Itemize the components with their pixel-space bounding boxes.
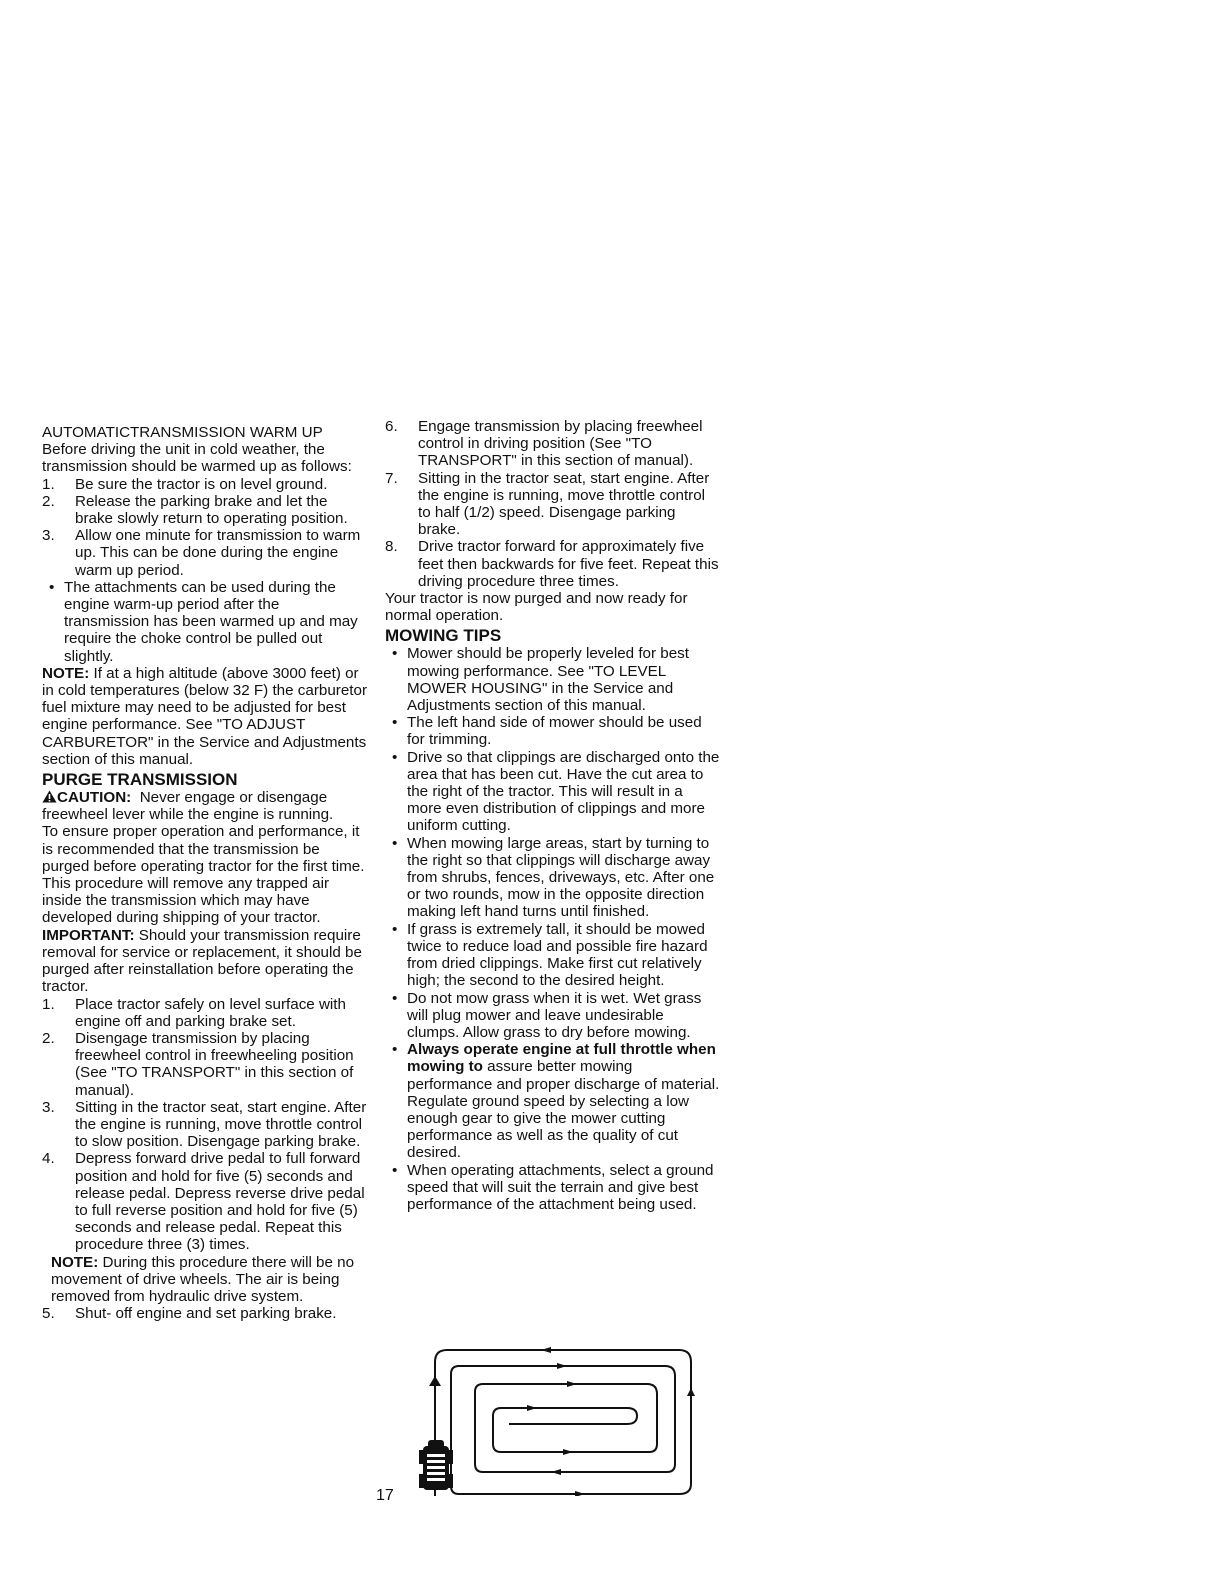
note-text: If at a high altitude (above 3000 feet) or in cold temperatures (below 32 F) the carburetor fuel mixture may need to be adjusted for best engine performance. See "TO ADJUST CARBURETOR" in the Service and Adjustments section of this manual. <box>42 664 367 768</box>
step-number: 2. <box>42 1029 55 1047</box>
bullet-dot: • <box>392 748 398 766</box>
purge-intro: To ensure proper operation and performance, it is recommended that the transmission be purged before operating tractor for the first time. This procedure will remove any trapped air inside the transmission which may have developed during shipping of your tractor. <box>42 823 365 927</box>
tip-text: Drive so that clippings are discharged onto the area that has been cut. Have the cut area to the right of the tractor. This will result in a more even distribution of clippings and more uniform cutting. <box>407 748 720 835</box>
step-text: Sitting in the tractor seat, start engine. After the engine is running, move throttle control to half (1/2) speed. Disengage parking brake. <box>418 469 710 539</box>
step-text: Be sure the tractor is on level ground. <box>75 475 328 493</box>
bullet-dot: • <box>392 645 398 663</box>
mowing-pattern-diagram <box>417 1346 713 1496</box>
purge-step <box>42 1099 367 1151</box>
direction-arrow <box>527 1405 537 1411</box>
mowing-heading: MOWING TIPS <box>385 626 502 646</box>
direction-arrow <box>687 1388 695 1396</box>
step-text: Sitting in the tractor seat, start engine. After the engine is running, move throttle control to slow position. Disengage parking brake. <box>75 1098 367 1151</box>
tip-text: The left hand side of mower should be used for trimming. <box>407 714 702 749</box>
left-column <box>42 424 367 1322</box>
bullet-dot: • <box>392 1041 398 1059</box>
step-number: 1. <box>42 995 55 1013</box>
step-text: Drive tractor forward for approximately five feet then backwards for five feet. Repeat this driving procedure three times. <box>418 538 719 590</box>
step-number: 3. <box>42 1098 55 1116</box>
step-number: 4. <box>42 1150 55 1168</box>
bullet-dot: • <box>392 714 398 732</box>
tip-text: If grass is extremely tall, it should be mowed twice to reduce load and possible fire hazard from dried clippings. Make first cut relatively high; the second to the desired height. <box>407 920 708 990</box>
bullet-dot: • <box>49 578 55 596</box>
direction-arrow <box>567 1381 577 1387</box>
direction-arrow <box>551 1469 561 1475</box>
warmup-step <box>42 476 367 493</box>
step-text: Place tractor safely on level surface with engine off and parking brake set. <box>75 995 346 1030</box>
note-text: During this procedure there will be no movement of drive wheels. The air is being removed from hydraulic drive system. <box>51 1253 355 1305</box>
step-text: Engage transmission by placing freewheel control in driving position (See "TO TRANSPORT" in this section of manual). <box>418 418 703 470</box>
tip-text: Do not mow grass when it is wet. Wet grass will plug mower and leave undesirable clumps. Allow grass to dry before mowing. <box>407 989 702 1041</box>
step-number: 8. <box>385 538 398 556</box>
purge-step <box>385 538 720 590</box>
tip-text: Mower should be properly leveled for best mowing performance. See "TO LEVEL MOWER HOUSING" in the Service and Adjustments section of this manual. <box>407 645 689 715</box>
step-text: Release the parking brake and let the brake slowly return to operating position. <box>75 492 348 528</box>
purge-step <box>42 1305 367 1322</box>
purge-step <box>42 996 367 1030</box>
mowing-path-inner <box>493 1384 657 1452</box>
mowing-tip <box>385 645 720 714</box>
warning-triangle-icon <box>42 790 57 803</box>
mowing-tip <box>385 921 720 990</box>
note-no-movement <box>42 1254 367 1306</box>
step-text: Depress forward drive pedal to full forward position and hold for five (5) seconds and release pedal. Depress reverse drive pedal to full reverse position and hold for five (5) seconds and release pedal. Repeat this procedure three (3) times. <box>75 1150 365 1254</box>
step-number: 5. <box>42 1305 55 1323</box>
important-text: Should your transmission require removal for service or replacement, it should be purged after reinstallation before operating the tractor. <box>42 926 362 996</box>
warmup-heading: AUTOMATICTRANSMISSION WARM UP <box>42 424 323 441</box>
step-number: 7. <box>385 469 398 487</box>
note-label: NOTE: <box>42 664 90 682</box>
mowing-tip <box>385 714 720 748</box>
warmup-intro: Before driving the unit in cold weather, the transmission should be warmed up as follows: <box>42 441 352 476</box>
right-column <box>385 418 720 1213</box>
purge-conclusion: Your tractor is now purged and now ready for normal operation. <box>385 590 688 625</box>
tip-text: When operating attachments, select a ground speed that will suit the terrain and give best performance of the attachment being used. <box>407 1161 714 1213</box>
tip-bold-text: Always operate engine at full throttle when mowing to <box>407 1041 716 1076</box>
mowing-tip <box>385 749 720 835</box>
mowing-tip-throttle <box>385 1041 720 1161</box>
bullet-dot: • <box>392 920 398 938</box>
note-label: NOTE: <box>51 1253 99 1271</box>
step-number: 1. <box>42 475 55 493</box>
tractor-icon <box>419 1440 453 1490</box>
purge-step <box>385 470 720 539</box>
step-number: 6. <box>385 418 398 435</box>
purge-step <box>42 1150 367 1253</box>
step-text: Allow one minute for transmission to warm up. This can be done during the engine warm up period. <box>75 527 361 579</box>
direction-arrow <box>541 1347 551 1353</box>
bullet-text: The attachments can be used during the engine warm-up period after the transmission has been warmed up and may require the choke control be pulled out slightly. <box>64 578 358 665</box>
mowing-tip <box>385 835 720 921</box>
note-altitude <box>42 665 367 768</box>
page-number: 17 <box>376 1487 394 1504</box>
purge-heading: PURGE TRANSMISSION <box>42 770 238 790</box>
purge-step <box>42 1030 367 1099</box>
purge-step <box>385 418 720 470</box>
step-text: Shut- off engine and set parking brake. <box>75 1305 337 1323</box>
tip-text: When mowing large areas, start by turning to the right so that clippings will discharge away from shrubs, fences, driveways, etc. After one or two rounds, mow in the opposite direction making left hand turns until finished. <box>407 834 715 921</box>
direction-arrow <box>563 1449 573 1455</box>
bullet-dot: • <box>392 834 398 852</box>
important-note <box>42 927 367 996</box>
direction-arrow <box>557 1363 567 1369</box>
caution-text: Never engage or disengage freewheel lever while the engine is running. <box>42 789 334 824</box>
step-text: Disengage transmission by placing freewheel control in freewheeling position (See "TO TRANSPORT" in this section of manual). <box>75 1029 354 1099</box>
bullet-dot: • <box>392 989 398 1007</box>
warmup-step <box>42 527 367 579</box>
tip-text: assure better mowing performance and proper discharge of material. Regulate ground speed by selecting a low enough gear to give the mower cutting performance as well as the quality of cut desired. <box>407 1058 720 1162</box>
caution-block <box>42 789 367 823</box>
mowing-tip <box>385 990 720 1042</box>
warmup-bullet <box>42 579 367 665</box>
direction-arrow <box>429 1376 441 1386</box>
caution-label: CAUTION: <box>57 789 132 807</box>
bullet-dot: • <box>392 1161 398 1179</box>
step-number: 2. <box>42 492 55 510</box>
important-label: IMPORTANT: <box>42 926 135 944</box>
step-number: 3. <box>42 527 55 545</box>
mowing-tip <box>385 1162 720 1214</box>
warmup-step <box>42 493 367 527</box>
